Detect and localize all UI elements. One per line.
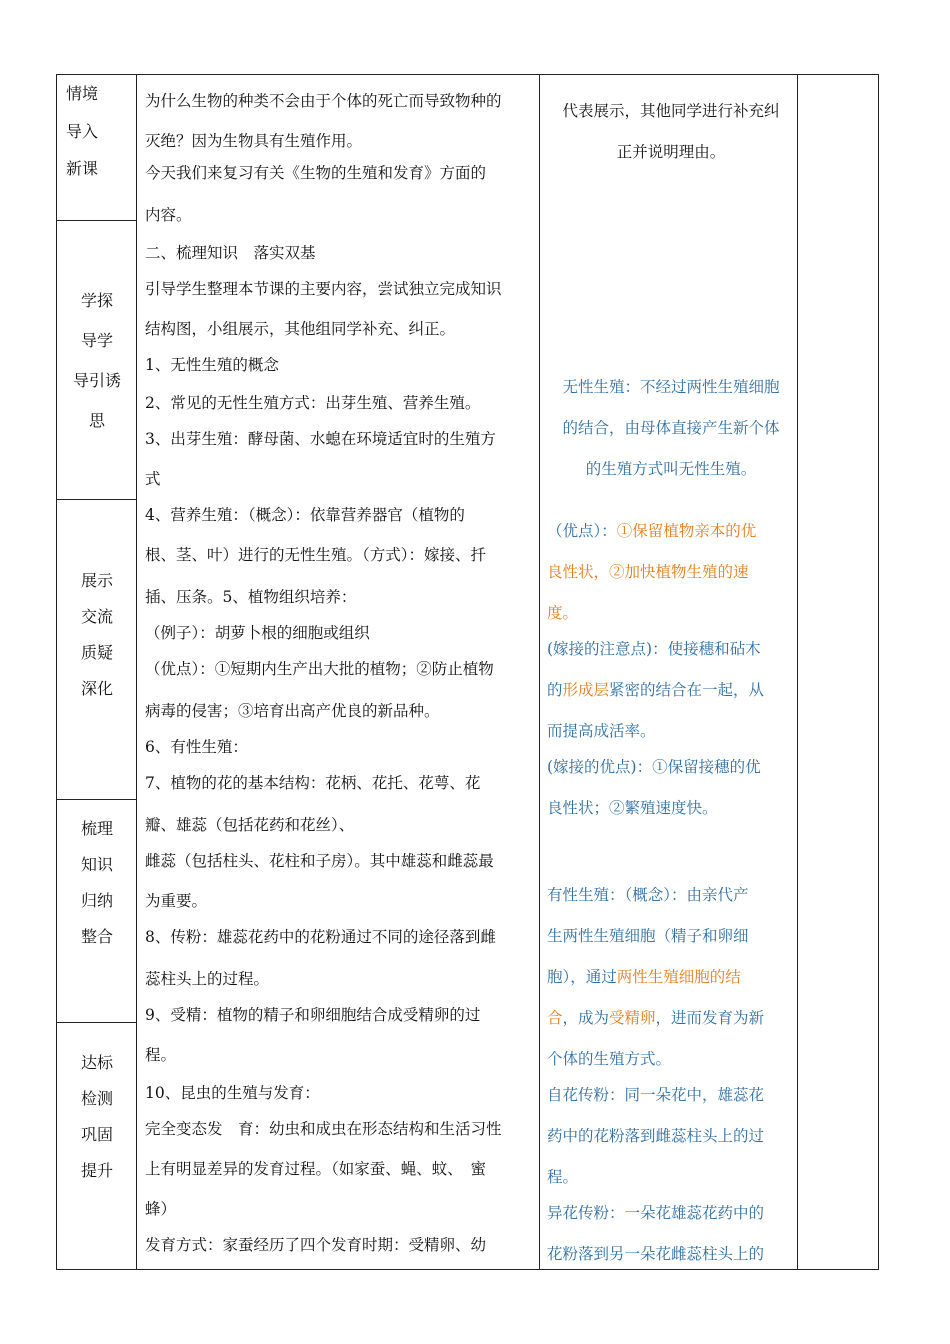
stage-label: 展示 (80, 571, 113, 590)
content-line: 式 (145, 470, 161, 488)
content-line: 瓣、雄蕊（包括花药和花丝）、 (145, 816, 355, 834)
note-text: ，成为 (562, 1009, 610, 1027)
vegetative-advantages (547, 511, 795, 634)
note-line: 度。 (547, 604, 579, 622)
highlight-text: 合 (547, 1009, 563, 1027)
column-divider (797, 75, 798, 1269)
content-line: 8、传粉：雄蕊花药中的花粉通过不同的途径落到雌 (145, 928, 496, 946)
stage-label: 检测 (80, 1089, 113, 1108)
content-line: 根、茎、叶）进行的无性生殖。（方式）：嫁接、扦 (145, 546, 487, 564)
stage-label: 学探 (80, 291, 113, 310)
content-line: （优点）：①短期内生产出大批的植物；②防止植物 (145, 660, 494, 678)
content-line: 2、常见的无性生殖方式：出芽生殖、营养生殖。 (145, 394, 481, 412)
row-divider (57, 499, 137, 500)
content-line: 今天我们来复习有关《生物的生殖和发育》方面的 (145, 164, 487, 182)
note-line (547, 670, 795, 711)
note-line (547, 511, 795, 552)
row-divider (57, 220, 137, 221)
note-line: 异花传粉：一朵花雄蕊花药中的 (547, 1204, 765, 1222)
cross-pollination (547, 1193, 795, 1275)
content-line: 3、出芽生殖：酵母菌、水螅在环境适宜时的生殖方 (145, 430, 496, 448)
note-line (547, 998, 795, 1039)
content-line: 4、营养生殖：（概念）：依靠营养器官（植物的 (145, 506, 465, 524)
note-text: 紧密的结合在一起，从 (609, 681, 765, 699)
content-line: 7、植物的花的基本结构：花柄、花托、花萼、花 (145, 774, 481, 792)
note-line: 而提高成活率。 (547, 722, 656, 740)
content-line: 雌蕊（包括柱头、花柱和子房）。其中雄蕊和雌蕊最 (145, 852, 494, 870)
stage-label: 提升 (80, 1161, 113, 1180)
asexual-definition (547, 367, 795, 490)
note-line: 的结合，由母体直接产生新个体 (562, 419, 780, 437)
content-line: 二、梳理知识 落实双基 (145, 244, 316, 262)
note-text: 胞），通过 (547, 968, 617, 986)
note-line: 良性状；②繁殖速度快。 (547, 799, 718, 817)
stage-label: 导学 (80, 331, 113, 350)
content-line: 灭绝？因为生物具有生殖作用。 (145, 132, 363, 150)
stage-label: 巩固 (80, 1125, 113, 1144)
student-activity (547, 91, 795, 173)
note-line: (嫁接的优点)：①保留接穗的优 (547, 758, 761, 776)
stage-label: 导引诱 (72, 371, 121, 390)
content-line: 蜂） (145, 1200, 177, 1218)
note-text: 的 (547, 681, 563, 699)
column-divider (539, 75, 540, 1269)
highlight-text: 受精卵 (609, 1009, 656, 1027)
row-divider (57, 1022, 137, 1023)
row-divider (57, 799, 137, 800)
note-line: (嫁接的注意点)：使接穗和砧木 (547, 640, 761, 658)
note-line (547, 957, 795, 998)
activity-line: 正并说明理由。 (616, 143, 726, 161)
note-line: 无性生殖：不经过两性生殖细胞 (562, 378, 780, 396)
stage-organize (57, 811, 137, 955)
grafting-advantages (547, 747, 795, 829)
note-line: 生两性生殖细胞（精子和卵细 (547, 927, 749, 945)
content-line: 病毒的侵害；③培育出高产优良的新品种。 (145, 702, 440, 720)
stage-present (57, 563, 137, 707)
note-line: 花粉落到另一朵花雌蕊柱头上的 (547, 1245, 765, 1263)
highlight-text: 两性生殖细胞的结 (616, 968, 741, 986)
stage-label: 质疑 (80, 643, 113, 662)
stage-intro (57, 75, 137, 187)
content-line: 程。 (145, 1046, 177, 1064)
stage-label: 梳理 (80, 819, 113, 838)
highlight-text: ①保留植物亲本的优 (616, 522, 757, 540)
content-line: 结构图，小组展示，其他组同学补充、纠正。 (145, 320, 456, 338)
lesson-table (56, 74, 879, 1270)
sexual-definition (547, 875, 795, 1080)
self-pollination (547, 1075, 795, 1198)
stage-label: 达标 (80, 1053, 113, 1072)
stage-explore (57, 283, 137, 439)
content-line: 插、压条。5、植物组织培养： (145, 588, 357, 606)
content-line: 内容。 (145, 206, 192, 224)
content-line: 上有明显差异的发育过程。（如家蚕、蝇、蚊、 蜜 (145, 1160, 487, 1178)
content-line: 发育方式：家蚕经历了四个发育时期：受精卵、幼 (145, 1236, 487, 1254)
note-line: 有性生殖：（概念）：由亲代产 (547, 886, 749, 904)
note-text (547, 522, 756, 540)
cambium-term: 形成层 (562, 681, 610, 699)
content-line: 蕊柱头上的过程。 (145, 970, 270, 988)
stage-label: 归纳 (80, 891, 113, 910)
stage-label: 深化 (80, 679, 113, 698)
note-line: 的生殖方式叫无性生殖。 (585, 460, 757, 478)
stage-label: 整合 (80, 927, 113, 946)
stage-label: 知识 (80, 855, 113, 874)
note-line: 程。 (547, 1168, 579, 1186)
note-line: 良性状，②加快植物生殖的速 (547, 563, 749, 581)
activity-line: 代表展示，其他同学进行补充纠 (562, 102, 780, 120)
note-text: ，进而发育为新 (655, 1009, 765, 1027)
note-line: 个体的生殖方式。 (547, 1050, 672, 1068)
content-line: 1、无性生殖的概念 (145, 356, 279, 374)
stage-label: 情境 (66, 84, 99, 103)
stage-label: 导入 (66, 122, 99, 141)
content-line: （例子）：胡萝卜根的细胞或组织 (145, 624, 370, 642)
content-line: 9、受精：植物的精子和卵细胞结合成受精卵的过 (145, 1006, 481, 1024)
content-line: 完全变态发 育：幼虫和成虫在形态结构和生活习性 (145, 1120, 502, 1138)
content-line: 10、昆虫的生殖与发育： (145, 1084, 320, 1102)
content-line: 为重要。 (145, 892, 208, 910)
grafting-notes (547, 629, 795, 752)
stage-assess (57, 1045, 137, 1189)
stage-label: 交流 (80, 607, 113, 626)
content-line: 引导学生整理本节课的主要内容，尝试独立完成知识 (145, 280, 502, 298)
content-line: 为什么生物的种类不会由于个体的死亡而导致物种的 (145, 92, 502, 110)
stage-label: 思 (88, 411, 105, 430)
note-line: 自花传粉：同一朵花中，雄蕊花 (547, 1086, 765, 1104)
note-line: 药中的花粉落到雌蕊柱头上的过 (547, 1127, 765, 1145)
stage-label: 新课 (66, 159, 99, 178)
content-line: 6、有性生殖： (145, 738, 248, 756)
note-text: （优点）： (547, 522, 617, 540)
